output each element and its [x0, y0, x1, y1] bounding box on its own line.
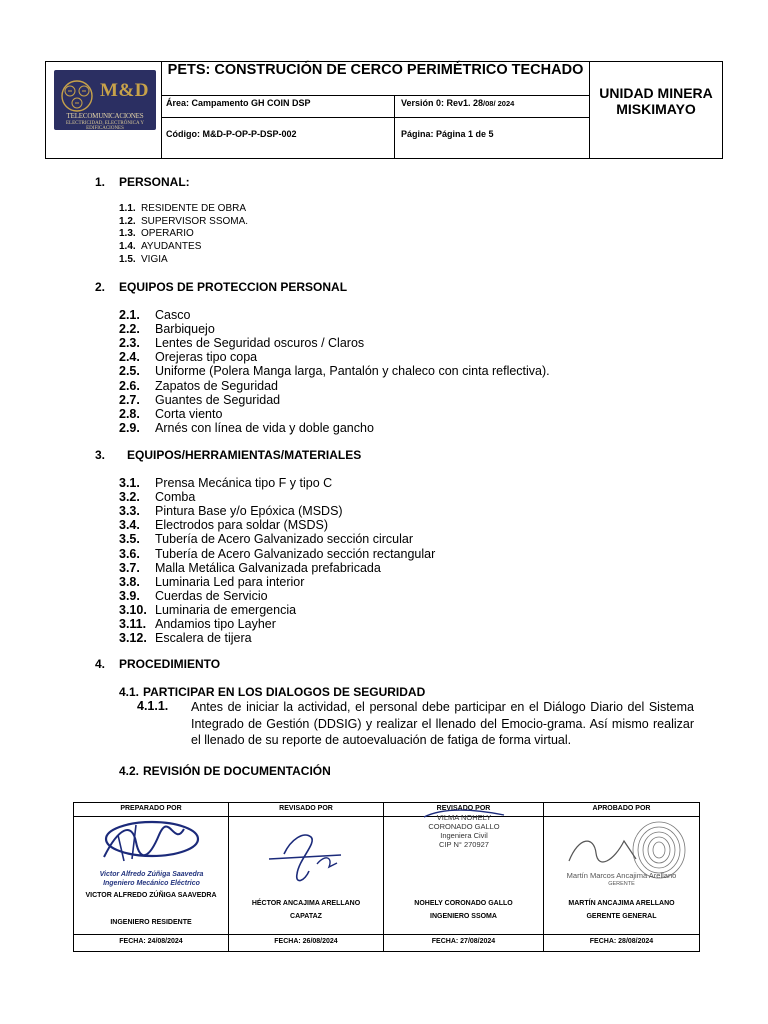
signer-name: NOHELY CORONADO GALLO: [414, 900, 513, 907]
signature-date: FECHA: 27/08/2024: [431, 938, 496, 945]
item-number: 2.5.: [119, 364, 140, 379]
item-number: 3.4.: [119, 518, 140, 533]
handwritten-signature-icon: [229, 819, 384, 894]
item-text: RESIDENTE DE OBRA: [141, 203, 247, 214]
item-number: 3.11.: [119, 617, 147, 631]
item-text: Luminaria de emergencia: [155, 602, 297, 617]
item-number: 2.1.: [119, 308, 140, 322]
stamp-line: Martín Marcos Ancajima Arellano: [566, 871, 677, 880]
signature-area: [384, 813, 543, 935]
item-text: VIGIA: [141, 253, 168, 265]
signature-date: FECHA: 24/08/2024: [119, 938, 183, 945]
item-text: Arnés con línea de vida y doble gancho: [155, 420, 374, 435]
signature-role: REVISADO POR: [384, 803, 543, 817]
item-number: 2.4.: [119, 350, 140, 365]
section-title: EQUIPOS/HERRAMIENTAS/MATERIALES: [127, 448, 362, 462]
signature-area: [544, 817, 699, 935]
subsection-number: 4.2.: [119, 764, 140, 778]
signer-position: INGENIERO SSOMA: [430, 913, 497, 920]
signature-area: [229, 817, 383, 935]
item-text: Luminaria Led para interior: [155, 574, 305, 589]
section-number: 4.: [95, 657, 106, 671]
signer-name: MARTÍN ANCAJIMA ARELLANO: [568, 900, 675, 907]
signature-date: FECHA: 28/08/2024: [589, 938, 654, 945]
subsection-title: PARTICIPAR EN LOS DIALOGOS DE SEGURIDAD: [143, 685, 426, 699]
item-number: 3.3.: [119, 504, 140, 519]
item-text: Malla Metálica Galvanizada prefabricada: [155, 560, 381, 575]
logo-subtagline: ELECTRICIDAD, ELECTRÓNICA Y EDIFICACIONES: [65, 121, 144, 130]
signer-position: GERENTE GENERAL: [586, 913, 657, 920]
item-number: 1.2.: [119, 215, 136, 227]
section-number: 3.: [95, 448, 106, 462]
code-field: Código: M&D-P-OP-P-DSP-002: [162, 118, 395, 158]
item-text: Cuerdas de Servicio: [155, 588, 268, 603]
item-text: Guantes de Seguridad: [155, 392, 281, 407]
item-number: 1.5.: [119, 253, 136, 265]
item-number: 3.12.: [119, 631, 147, 646]
stamp-line: GERENTE: [608, 881, 635, 887]
item-number: 3.10.: [119, 602, 147, 617]
signature-reviewed-1: [229, 803, 384, 951]
logo-brand: M&D: [100, 80, 149, 101]
version-text: Versión 0: Rev1. 28: [401, 98, 484, 108]
item-text: Uniforme (Polera Manga larga, Pantalón y chaleco con cinta reflectiva).: [155, 364, 550, 379]
item-text: Electrodos para soldar (MSDS): [155, 518, 328, 533]
item-number: 3.7.: [119, 560, 140, 575]
item-text: Tubería de Acero Galvanizado sección rectangular: [155, 546, 436, 561]
item-text: Prensa Mecánica tipo F y tipo C: [155, 476, 333, 490]
item-number: 2.2.: [119, 322, 140, 337]
item-text: Tubería de Acero Galvanizado sección circular: [155, 532, 414, 547]
item-text: Barbiquejo: [155, 322, 215, 337]
stamp-line: Ingeniero Mecánico Eléctrico: [103, 880, 200, 887]
signature-role: APROBADO POR: [544, 803, 699, 817]
item-text: AYUDANTES: [141, 241, 202, 253]
stamp-line: Victor Alfredo Zúñiga Saavedra: [99, 871, 204, 878]
manager-stamp: [544, 871, 699, 889]
signature-reviewed-2: [384, 803, 544, 951]
item-text: Casco: [155, 308, 191, 322]
handwritten-signature-icon: [564, 831, 644, 871]
ssoma-stamp: [384, 813, 544, 849]
signature-date: FECHA: 26/08/2024: [274, 938, 338, 945]
item-number: 2.6.: [119, 378, 140, 393]
item-text: SUPERVISOR SSOMA.: [141, 215, 249, 227]
page-field: Página: Página 1 de 5: [401, 129, 494, 139]
item-number: 3.6.: [119, 546, 140, 561]
signature-approved: [544, 803, 699, 951]
dialogos-paragraph: Antes de iniciar la actividad, el personal debe participar en el Diálogo Diario del Sistema Integrado de Gestión (DDSIG) y realizar el llenado del Emocio-grama. Así mismo realizar el llenado de su reporte de autoevaluación de fatiga de forma virtual.: [191, 700, 694, 747]
signer-position: INGENIERO RESIDENTE: [110, 919, 192, 926]
item-number: 4.1.1.: [137, 699, 169, 713]
item-number: 2.8.: [119, 406, 140, 421]
stamp-line: VILMA NOHELY: [436, 813, 492, 822]
section-number: 1.: [95, 175, 106, 189]
signature-prepared: [74, 803, 229, 951]
subsection-title: REVISIÓN DE DOCUMENTACIÓN: [143, 764, 331, 778]
item-number: 3.2.: [119, 490, 140, 505]
signature-table: [73, 802, 700, 952]
item-text: Lentes de Seguridad oscuros / Claros: [155, 336, 365, 351]
engineer-stamp: [74, 870, 229, 888]
stamp-line: CIP N° 270927: [439, 840, 489, 849]
section-title: EQUIPOS DE PROTECCION PERSONAL: [119, 280, 348, 294]
stamp-line: CORONADO GALLO: [428, 822, 500, 831]
section-number: 2.: [95, 280, 106, 294]
item-number: 2.9.: [119, 420, 140, 435]
item-number: 2.3.: [119, 336, 140, 351]
subsection-number: 4.1.: [119, 685, 140, 699]
item-number: 3.8.: [119, 574, 140, 589]
stamp-line: Ingeniera Civil: [440, 831, 488, 840]
item-number: 1.4.: [119, 241, 136, 253]
company-logo: [54, 70, 156, 130]
section-title: PERSONAL:: [119, 175, 190, 189]
telecom-emblem-icon: [58, 76, 96, 116]
signature-area: [74, 817, 228, 935]
version-date: /08/ 2024: [483, 99, 515, 108]
item-number: 2.7.: [119, 392, 140, 407]
item-text: OPERARIO: [141, 228, 194, 240]
item-text: Corta viento: [155, 406, 223, 421]
document-title: PETS: CONSTRUCIÓN DE CERCO PERIMÉTRICO TECHADO: [162, 62, 589, 96]
item-number: 1.3.: [119, 228, 136, 240]
signature-role: REVISADO POR: [229, 803, 383, 817]
mining-unit: UNIDAD MINERA MISKIMAYO: [589, 62, 722, 158]
document-header: [45, 61, 723, 159]
signer-name: HÉCTOR ANCAJIMA ARELLANO: [251, 900, 361, 907]
item-number: 3.1.: [119, 476, 140, 490]
item-text: Orejeras tipo copa: [155, 350, 258, 365]
logo-cell: [46, 62, 162, 158]
item-number: 3.5.: [119, 532, 140, 547]
item-text: Comba: [155, 490, 196, 505]
item-number: 3.9.: [119, 588, 140, 603]
item-text: Andamios tipo Layher: [155, 617, 276, 631]
section-title: PROCEDIMIENTO: [119, 657, 221, 671]
version-field: [395, 96, 589, 118]
logo-tagline: TELECOMUNICACIONES: [66, 112, 144, 120]
signer-name: VICTOR ALFREDO ZÚÑIGA SAAVEDRA: [85, 892, 217, 899]
item-text: Escalera de tijera: [155, 631, 252, 646]
area-field: Área: Campamento GH COIN DSP: [162, 96, 395, 118]
item-text: Pintura Base y/o Epóxica (MSDS): [155, 504, 343, 519]
item-number: 1.1.: [119, 203, 136, 214]
signer-position: CAPATAZ: [290, 913, 322, 920]
signature-role: PREPARADO POR: [74, 803, 228, 817]
item-text: Zapatos de Seguridad: [155, 378, 279, 393]
